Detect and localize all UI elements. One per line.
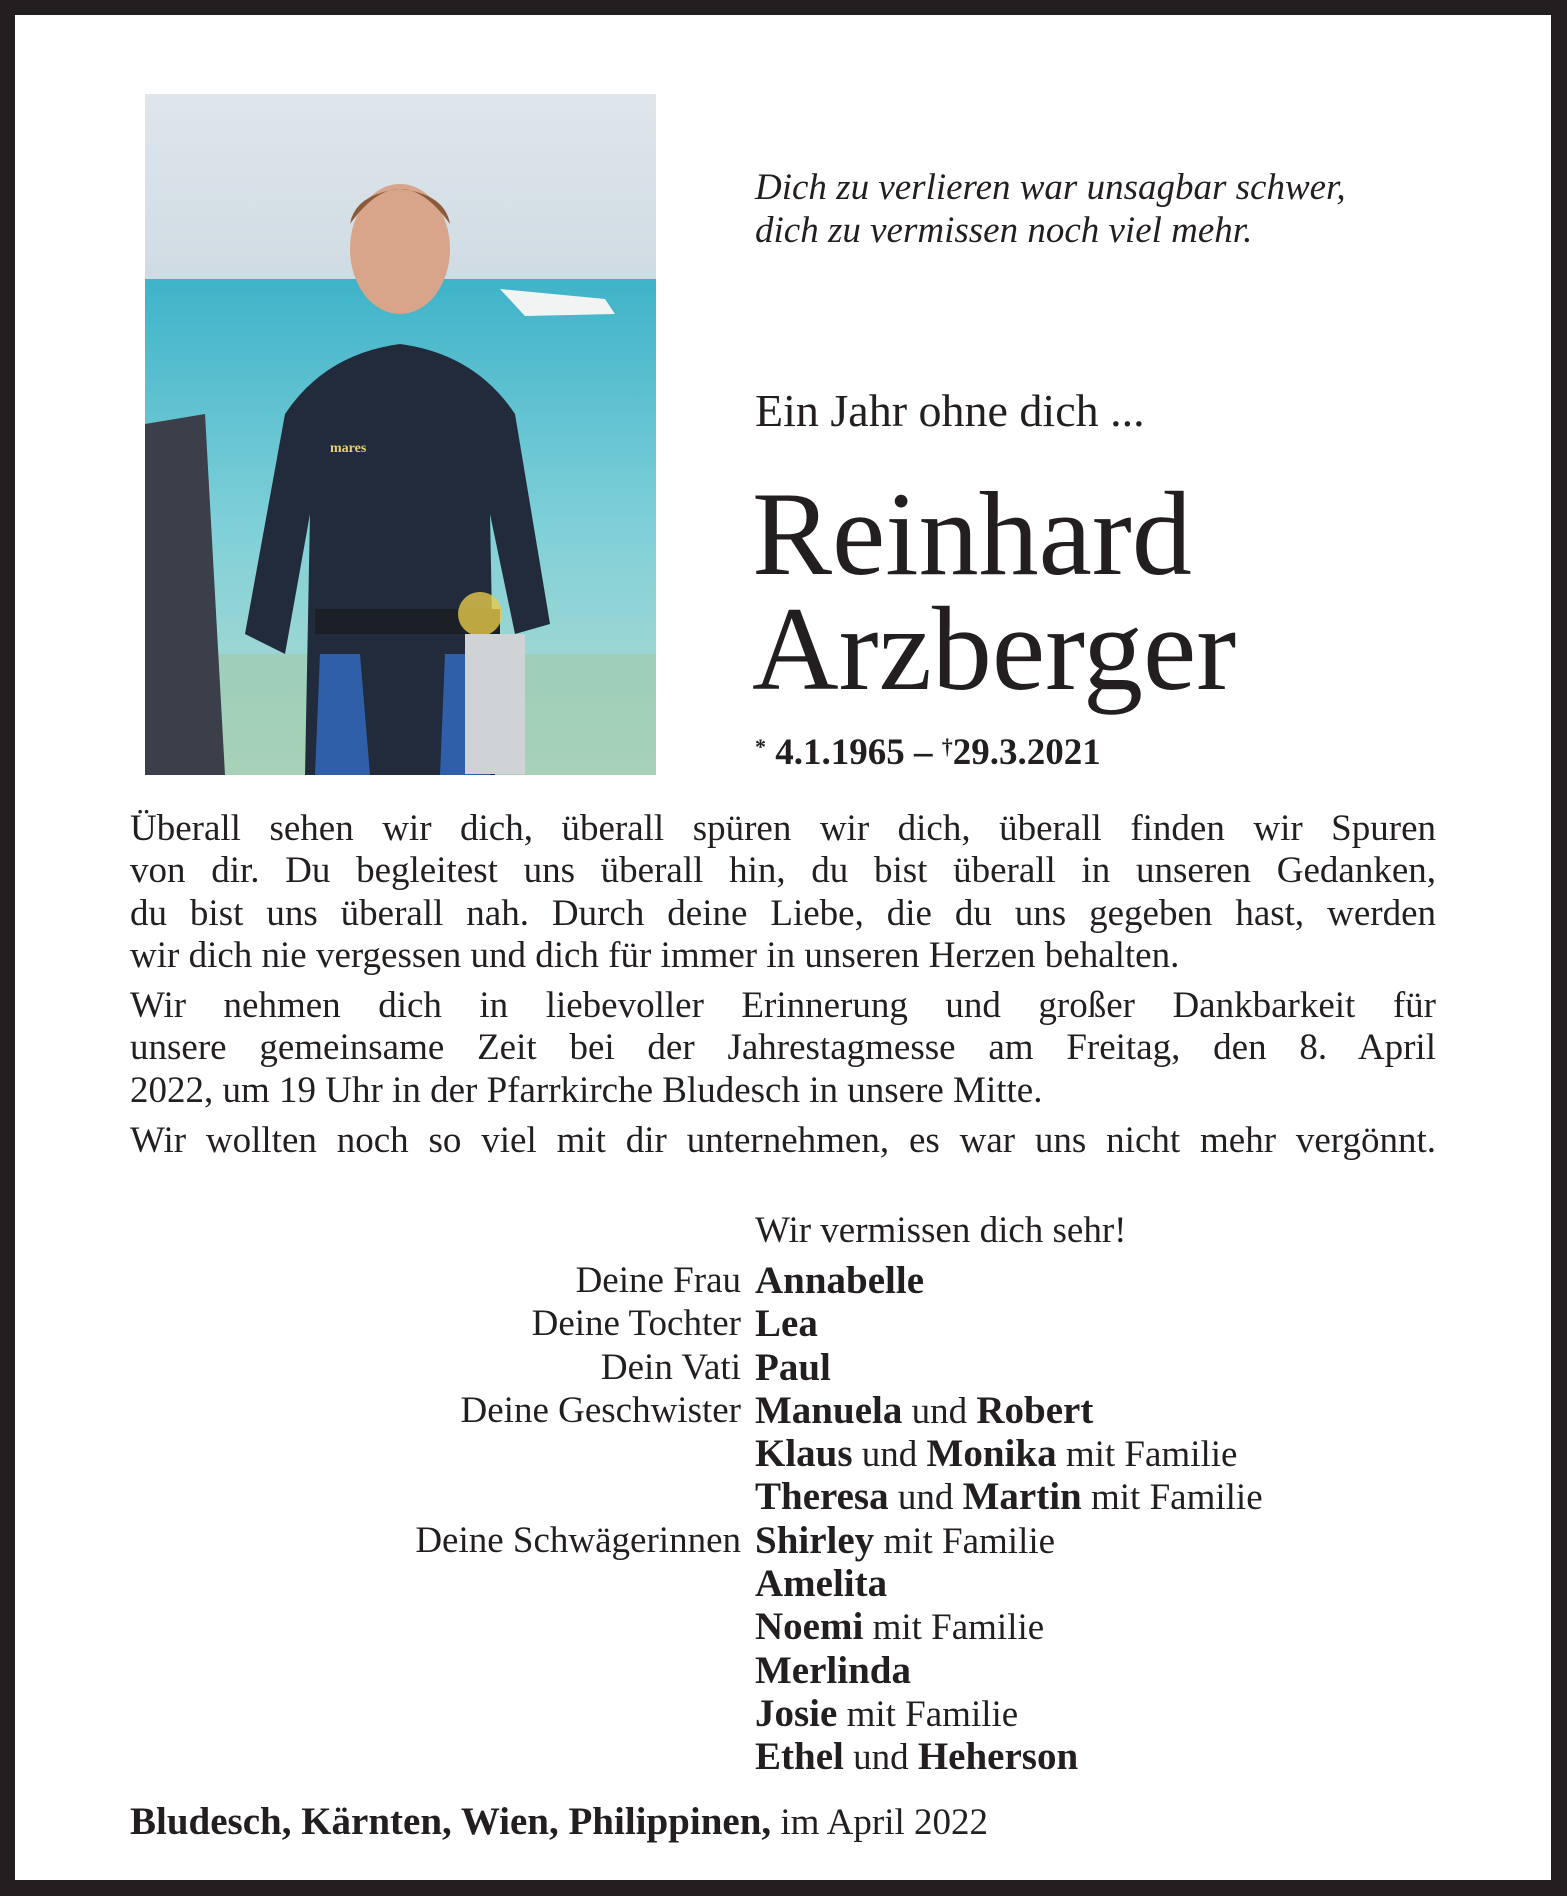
portrait-photo <box>145 94 656 775</box>
text-line: Wir nehmen dich in liebevoller Erinnerung und großer Dankbarkeit für <box>130 985 1436 1027</box>
life-dates <box>755 728 1101 771</box>
relation-label: Dein Vati <box>600 1346 741 1388</box>
family-row <box>130 1303 1470 1346</box>
first-name: Reinhard <box>752 467 1192 600</box>
person-name: Merlinda <box>755 1648 911 1692</box>
relation-label: Deine Tochter <box>531 1303 741 1345</box>
connector-text: und <box>888 1477 963 1519</box>
person-name: Lea <box>755 1302 818 1346</box>
family-row <box>130 1693 1470 1736</box>
family-list <box>130 1260 1470 1780</box>
family-row <box>130 1433 1470 1476</box>
intro-text: Ein Jahr ohne dich ... <box>755 385 1145 436</box>
person-name: Annabelle <box>755 1259 925 1302</box>
family-names <box>755 1736 1078 1779</box>
paragraph <box>130 985 1436 1112</box>
relation-label <box>130 1736 755 1779</box>
family-names <box>755 1563 887 1606</box>
family-names <box>755 1303 818 1346</box>
person-name: Martin <box>962 1475 1082 1519</box>
text-line: unsere gemeinsame Zeit bei der Jahrestagmesse am Freitag, den 8. April <box>130 1027 1436 1069</box>
relation-label: Deine Geschwister <box>460 1389 741 1431</box>
text-line: 2022, um 19 Uhr in der Pfarrkirche Bludesch in unsere Mitte. <box>130 1069 1043 1111</box>
paragraph <box>130 1120 1436 1162</box>
quote-line: Dich zu verlieren war unsagbar schwer, <box>755 167 1346 208</box>
text-line: Überall sehen wir dich, überall spüren wir dich, überall finden wir Spuren <box>130 808 1436 849</box>
connector-text: und <box>902 1390 977 1432</box>
family-row <box>130 1390 1470 1433</box>
family-names <box>755 1390 1093 1433</box>
relation-label <box>130 1563 755 1606</box>
connector-text: mit Familie <box>1081 1477 1263 1519</box>
family-names <box>755 1520 1055 1563</box>
quote-line: dich zu vermissen noch viel mehr. <box>755 210 1253 251</box>
family-names <box>755 1650 911 1693</box>
person-name: Noemi <box>755 1605 864 1649</box>
relation-label <box>130 1693 755 1736</box>
birth-date: 4.1.1965 <box>775 732 905 773</box>
relation-label <box>130 1650 755 1693</box>
family-row <box>130 1736 1470 1779</box>
paragraph <box>130 808 1436 977</box>
family-row <box>130 1563 1470 1606</box>
memorial-text <box>130 808 1436 1170</box>
text-line: Wir wollten noch so viel mit dir unternehmen, es war uns nicht mehr vergönnt. <box>130 1120 1436 1162</box>
death-date: 29.3.2021 <box>952 732 1101 773</box>
connector-text: mit Familie <box>837 1693 1019 1735</box>
family-names <box>755 1433 1237 1476</box>
person-name: Manuela <box>755 1388 903 1432</box>
person-name: Paul <box>755 1345 831 1389</box>
connector-text: und <box>852 1434 927 1476</box>
date-dash: – <box>904 732 942 773</box>
family-row <box>130 1606 1470 1649</box>
relation-label: Deine Frau <box>575 1260 741 1301</box>
obituary-card <box>15 15 1551 1880</box>
person-name: Josie <box>755 1691 838 1735</box>
closing-line: Wir vermissen dich sehr! <box>755 1210 1127 1251</box>
family-row <box>130 1476 1470 1519</box>
person-name: Klaus <box>755 1432 853 1476</box>
person-name: Robert <box>976 1388 1094 1432</box>
family-names <box>755 1476 1263 1519</box>
person-name: Monika <box>926 1432 1057 1476</box>
person-name: Theresa <box>755 1475 889 1519</box>
family-names <box>755 1260 924 1303</box>
family-row <box>130 1650 1470 1693</box>
family-row <box>130 1520 1470 1563</box>
birth-symbol: * <box>755 734 766 759</box>
family-names <box>755 1347 831 1390</box>
person-name: Amelita <box>755 1562 888 1606</box>
person-name: Shirley <box>755 1518 875 1562</box>
family-names <box>755 1606 1044 1649</box>
person-name: Heherson <box>917 1735 1079 1779</box>
text-line: du bist uns überall nah. Durch deine Liebe, die du uns gegeben hast, werden <box>130 892 1436 934</box>
connector-text: mit Familie <box>1056 1434 1238 1476</box>
person-name: Ethel <box>755 1735 844 1779</box>
family-row <box>130 1347 1470 1390</box>
last-name: Arzberger <box>752 582 1237 715</box>
wetsuit-logo: mares <box>330 441 367 456</box>
footer-date: im April 2022 <box>771 1802 989 1843</box>
connector-text: mit Familie <box>874 1520 1056 1562</box>
relation-label <box>130 1433 755 1476</box>
footer-places-date <box>130 1802 988 1843</box>
family-names <box>755 1693 1018 1736</box>
relation-label: Deine Schwägerinnen <box>415 1519 741 1561</box>
relation-label <box>130 1606 755 1649</box>
death-symbol: † <box>941 734 953 759</box>
connector-text: und <box>843 1737 918 1779</box>
family-row <box>130 1260 1470 1303</box>
connector-text: mit Familie <box>863 1607 1045 1649</box>
memorial-quote <box>755 166 1346 252</box>
text-line: von dir. Du begleitest uns überall hin, du bist überall in unseren Gedanken, <box>130 850 1436 892</box>
relation-label <box>130 1476 755 1519</box>
text-line: wir dich nie vergessen und dich für immer in unseren Herzen behalten. <box>130 934 1180 976</box>
footer-places: Bludesch, Kärnten, Wien, Philippinen, <box>130 1800 772 1843</box>
